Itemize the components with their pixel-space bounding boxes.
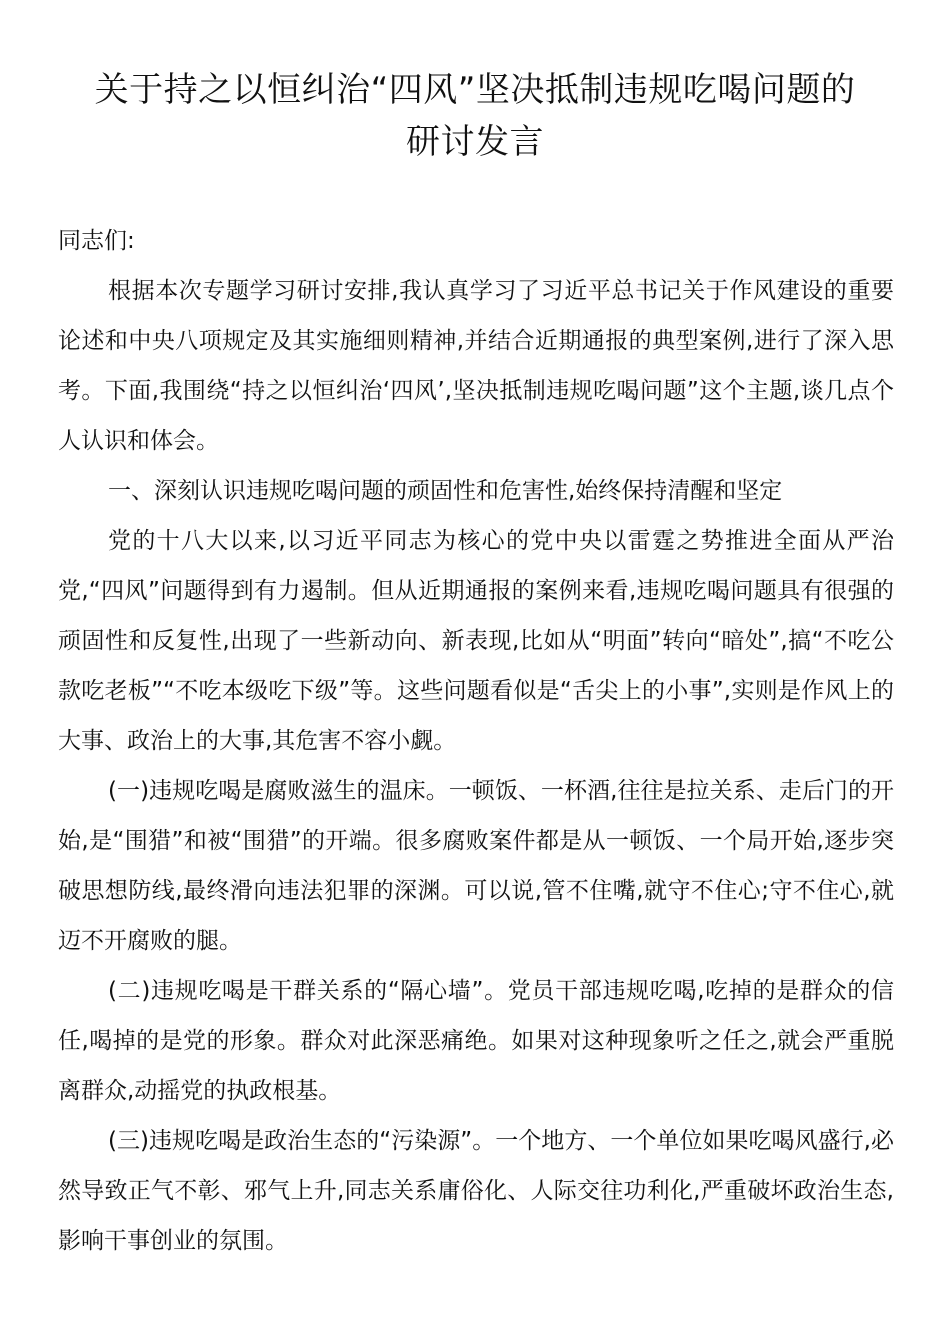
point-paragraph-3: (三)违规吃喝是政治生态的“污染源”。一个地方、一个单位如果吃喝风盛行,必然导致正气不彰、邪气上升,同志关系庸俗化、人际交往功利化,严重破坏政治生态,影响干事创业的氛围。 [58,1128,894,1254]
body-paragraph: 党的十八大以来,以习近平同志为核心的党中央以雷霆之势推进全面从严治党,“四风”问题得到有力遏制。但从近期通报的案例来看,违规吃喝问题具有很强的顽固性和反复性,出现了一些新动向、新表现,比如从“明面”转向“暗处”,搞“不吃公款吃老板”“不吃本级吃下级”等。这些问题看似是“舌尖上的小事”,实则是作风上的大事、政治上的大事,其危害不容小觑。 [58,528,894,754]
title-line-2: 研讨发言 [406,122,544,162]
point-paragraph-1: (一)违规吃喝是腐败滋生的温床。一顿饭、一杯酒,往往是拉关系、走后门的开始,是“围猎”和被“围猎”的开端。很多腐败案件都是从一顿饭、一个局开始,逐步突破思想防线,最终滑向违法犯罪的深渊。可以说,管不住嘴,就守不住心;守不住心,就迈不开腐败的腿。 [58,778,894,954]
document-body [58,216,894,1266]
point-paragraph-2: (二)违规吃喝是干群关系的“隔心墙”。党员干部违规吃喝,吃掉的是群众的信任,喝掉的是党的形象。群众对此深恶痛绝。如果对这种现象听之任之,就会严重脱离群众,动摇党的执政根基。 [58,978,894,1104]
salutation: 同志们: [58,228,135,254]
intro-paragraph: 根据本次专题学习研讨安排,我认真学习了习近平总书记关于作风建设的重要论述和中央八项规定及其实施细则精神,并结合近期通报的典型案例,进行了深入思考。下面,我围绕“持之以恒纠治‘四风’,坚决抵制违规吃喝问题”这个主题,谈几点个人认识和体会。 [58,278,894,454]
page-title [40,64,910,168]
title-line-1: 关于持之以恒纠治“四风”坚决抵制违规吃喝问题的 [94,70,856,110]
section-heading-1: 一、深刻认识违规吃喝问题的顽固性和危害性,始终保持清醒和坚定 [108,478,783,504]
